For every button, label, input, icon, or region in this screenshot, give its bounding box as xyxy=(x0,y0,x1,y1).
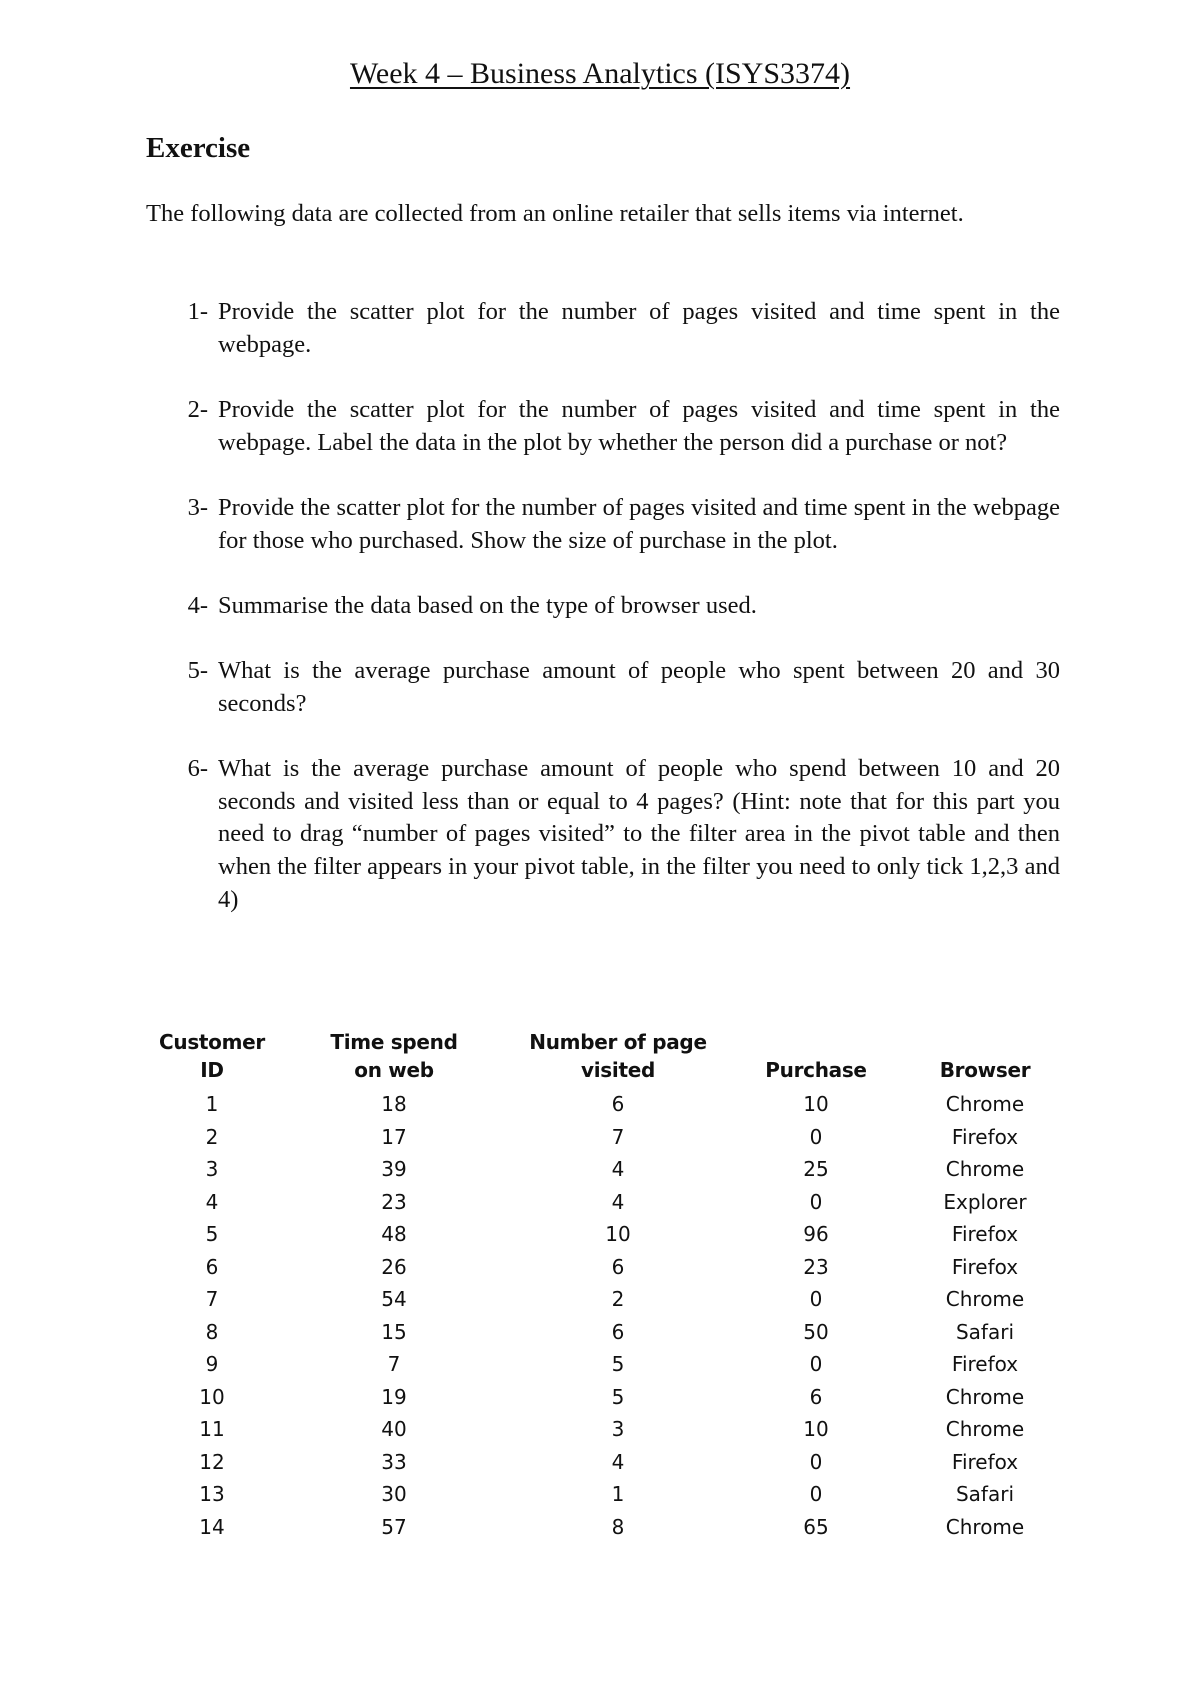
cell-pages-visited: 4 xyxy=(611,1157,625,1181)
question-number: 4- xyxy=(187,591,208,619)
cell-customer-id: 12 xyxy=(199,1449,225,1474)
cell-customer-id: 5 xyxy=(205,1222,219,1246)
table-row xyxy=(140,1283,1070,1316)
cell-time-spend: 57 xyxy=(381,1514,407,1539)
question-number: 6- xyxy=(187,754,208,782)
cell-browser: Firefox xyxy=(951,1352,1019,1376)
cell-time-spend: 26 xyxy=(381,1254,407,1279)
cell-purchase: 65 xyxy=(803,1514,829,1539)
cell-browser: Chrome xyxy=(945,1514,1025,1539)
cell-browser: Chrome xyxy=(945,1092,1025,1116)
cell-purchase: 0 xyxy=(809,1449,823,1474)
table-row xyxy=(140,1413,1070,1446)
cell-customer-id: 6 xyxy=(205,1254,219,1279)
header-line: on web xyxy=(354,1058,434,1082)
cell-browser: Chrome xyxy=(945,1157,1025,1181)
cell-purchase: 50 xyxy=(803,1319,829,1344)
cell-pages-visited: 5 xyxy=(611,1384,625,1409)
cell-browser: Firefox xyxy=(951,1124,1019,1149)
cell-customer-id: 9 xyxy=(205,1352,219,1376)
cell-purchase: 10 xyxy=(803,1092,829,1116)
question-item xyxy=(146,492,1060,557)
cell-pages-visited: 4 xyxy=(611,1189,625,1214)
cell-time-spend: 15 xyxy=(381,1319,407,1344)
header-line: Browser xyxy=(939,1058,1031,1082)
table-row xyxy=(140,1186,1070,1219)
cell-pages-visited: 5 xyxy=(611,1352,625,1376)
question-text: Provide the scatter plot for the number of pages visited and time spent in the webpage. xyxy=(218,298,1060,358)
cell-time-spend: 48 xyxy=(381,1222,407,1246)
question-number: 2- xyxy=(187,395,208,423)
column-header-time-spend xyxy=(284,1028,504,1088)
table-row xyxy=(140,1153,1070,1186)
question-list xyxy=(146,296,1060,949)
table-row xyxy=(140,1218,1070,1251)
cell-pages-visited: 2 xyxy=(611,1287,625,1311)
cell-time-spend: 40 xyxy=(381,1417,407,1441)
question-number: 3- xyxy=(187,493,208,521)
cell-pages-visited: 4 xyxy=(611,1449,625,1474)
cell-time-spend: 18 xyxy=(381,1092,407,1116)
question-text: Provide the scatter plot for the number of pages visited and time spent in the webpage for those who purchased. Show the size of purchase in the plot. xyxy=(218,493,1060,554)
cell-pages-visited: 1 xyxy=(611,1482,625,1506)
question-number: 5- xyxy=(187,656,208,684)
cell-purchase: 0 xyxy=(809,1352,823,1376)
cell-purchase: 0 xyxy=(809,1189,823,1214)
table-header-row xyxy=(140,1028,1070,1088)
cell-browser: Firefox xyxy=(951,1449,1019,1474)
cell-browser: Explorer xyxy=(943,1189,1027,1214)
intro-paragraph: The following data are collected from an online retailer that sells items via internet. xyxy=(146,200,964,227)
cell-pages-visited: 3 xyxy=(611,1417,625,1441)
header-line: ID xyxy=(200,1058,224,1082)
cell-customer-id: 8 xyxy=(205,1319,219,1344)
question-item xyxy=(146,296,1060,361)
column-header-customer-id xyxy=(140,1028,284,1088)
cell-time-spend: 7 xyxy=(387,1352,401,1376)
cell-purchase: 0 xyxy=(809,1287,823,1311)
cell-customer-id: 14 xyxy=(199,1514,225,1539)
header-line: Customer xyxy=(159,1030,265,1054)
table-row xyxy=(140,1316,1070,1349)
question-item xyxy=(146,655,1060,720)
cell-pages-visited: 7 xyxy=(611,1124,625,1149)
cell-time-spend: 39 xyxy=(381,1157,407,1181)
cell-purchase: 6 xyxy=(809,1384,823,1409)
column-header-browser xyxy=(900,1028,1070,1088)
table-row xyxy=(140,1511,1070,1544)
cell-purchase: 96 xyxy=(803,1222,829,1246)
cell-customer-id: 3 xyxy=(205,1157,219,1181)
cell-customer-id: 1 xyxy=(205,1092,219,1116)
column-header-pages-visited xyxy=(504,1028,732,1088)
table-row xyxy=(140,1251,1070,1284)
header-line: Purchase xyxy=(765,1058,867,1082)
cell-pages-visited: 10 xyxy=(605,1222,631,1246)
header-line: Time spend xyxy=(330,1030,458,1054)
cell-browser: Firefox xyxy=(951,1222,1019,1246)
cell-pages-visited: 6 xyxy=(611,1092,625,1116)
cell-purchase: 0 xyxy=(809,1124,823,1149)
section-heading: Exercise xyxy=(146,132,251,164)
cell-purchase: 0 xyxy=(809,1482,823,1506)
cell-customer-id: 7 xyxy=(205,1287,219,1311)
question-item xyxy=(146,590,1060,623)
header-line: Number of page xyxy=(529,1030,707,1054)
cell-time-spend: 17 xyxy=(381,1124,407,1149)
table-header xyxy=(140,1028,1070,1088)
table-row xyxy=(140,1088,1070,1121)
question-text: Provide the scatter plot for the number of pages visited and time spent in the webpage. Label the data in the plot by whether the person did a purchase or not? xyxy=(218,395,1060,456)
table-row xyxy=(140,1446,1070,1479)
cell-browser: Chrome xyxy=(945,1287,1025,1311)
question-text: What is the average purchase amount of people who spend between 10 and 20 seconds and visited less than or equal to 4 pages? (Hint: note that for this part you need to drag “number of pages visited” to the filter area in the pivot table and then when the filter appears in your pivot table, in the filter you need to only tick 1,2,3 and 4) xyxy=(218,754,1060,913)
cell-time-spend: 19 xyxy=(381,1384,407,1409)
question-text: Summarise the data based on the type of browser used. xyxy=(218,591,757,619)
document-title: Week 4 – Business Analytics (ISYS3374) xyxy=(349,57,851,90)
table-row xyxy=(140,1478,1070,1511)
cell-pages-visited: 6 xyxy=(611,1319,625,1344)
cell-browser: Chrome xyxy=(945,1384,1025,1409)
cell-browser: Chrome xyxy=(945,1417,1025,1441)
cell-customer-id: 11 xyxy=(199,1417,225,1441)
table-row xyxy=(140,1381,1070,1414)
question-item xyxy=(146,394,1060,459)
cell-purchase: 25 xyxy=(803,1157,829,1181)
cell-browser: Safari xyxy=(955,1319,1015,1344)
table-body xyxy=(140,1088,1070,1543)
cell-customer-id: 2 xyxy=(205,1124,219,1149)
question-item xyxy=(146,753,1060,917)
cell-purchase: 10 xyxy=(803,1417,829,1441)
cell-time-spend: 30 xyxy=(381,1482,407,1506)
cell-browser: Safari xyxy=(955,1482,1015,1506)
customer-data-table xyxy=(140,1028,1070,1543)
cell-time-spend: 23 xyxy=(381,1189,407,1214)
cell-time-spend: 33 xyxy=(381,1449,407,1474)
table-row xyxy=(140,1121,1070,1154)
cell-customer-id: 4 xyxy=(205,1189,219,1214)
table-row xyxy=(140,1348,1070,1381)
cell-browser: Firefox xyxy=(951,1254,1019,1279)
cell-purchase: 23 xyxy=(803,1254,829,1279)
cell-customer-id: 13 xyxy=(199,1482,225,1506)
column-header-purchase xyxy=(732,1028,900,1088)
cell-pages-visited: 8 xyxy=(611,1514,625,1539)
question-number: 1- xyxy=(187,298,208,325)
cell-customer-id: 10 xyxy=(199,1384,225,1409)
question-text: What is the average purchase amount of people who spent between 20 and 30 seconds? xyxy=(218,656,1060,717)
cell-pages-visited: 6 xyxy=(611,1254,625,1279)
cell-time-spend: 54 xyxy=(381,1287,407,1311)
header-line: visited xyxy=(581,1058,655,1082)
